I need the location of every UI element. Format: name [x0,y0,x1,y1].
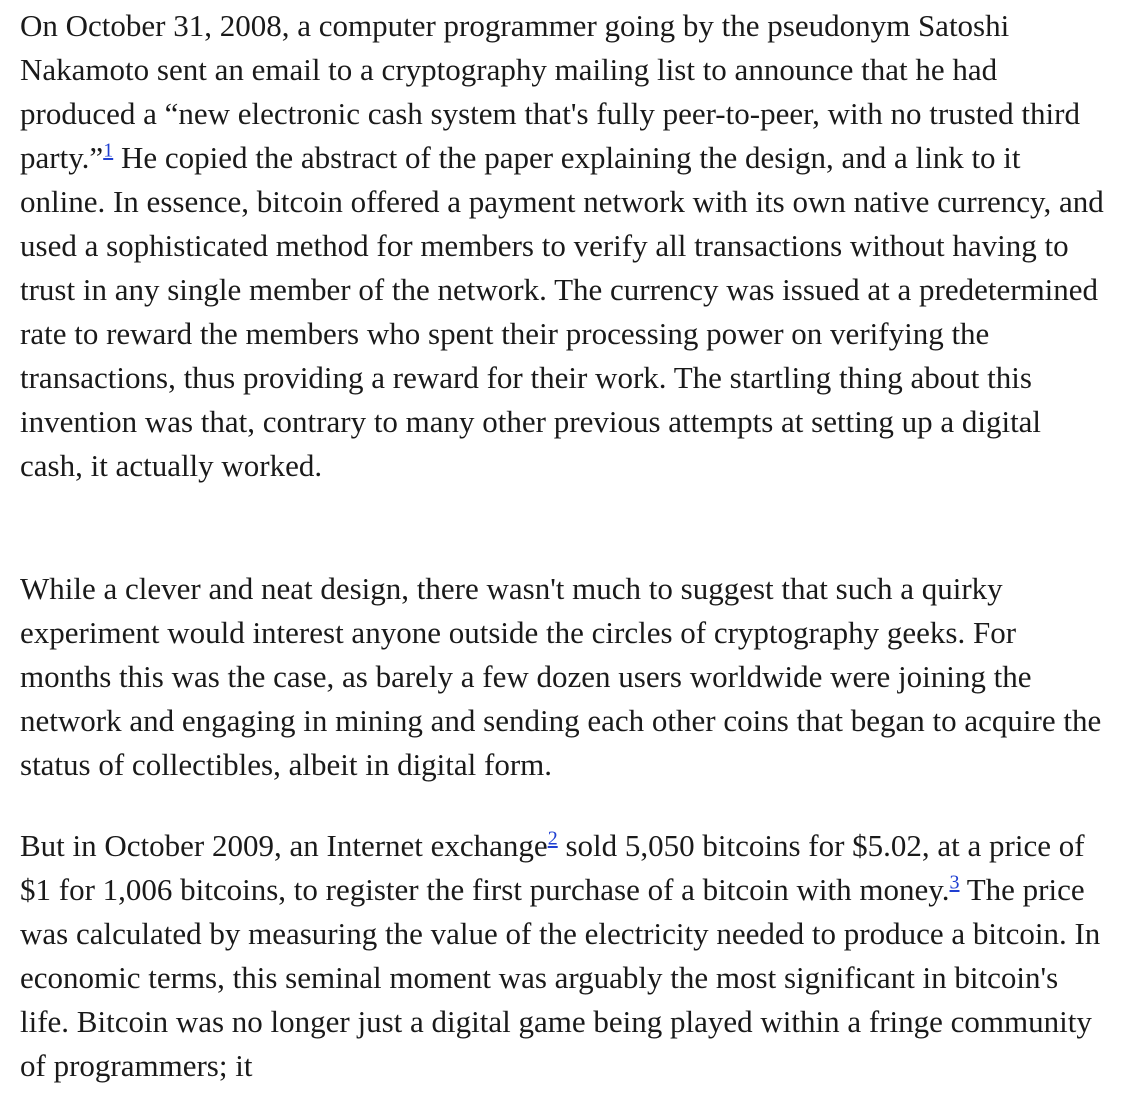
paragraph [20,4,1110,488]
footnote-link-3[interactable]: 3 [949,871,960,894]
footnote-link-1[interactable]: 1 [103,139,114,162]
paragraph-text: He copied the abstract of the paper explaining the design, and a link to it online. In essence, bitcoin offered a payment network with its own native currency, and used a sophisticated method for members to verify all transactions without having to trust in any single member of the network. The currency was issued at a predetermined rate to reward the members who spent their processing power on verifying the transactions, thus providing a reward for their work. The startling thing about this invention was that, contrary to many other previous attempts at setting up a digital cash, it actually worked. [20,140,1104,483]
paragraph [20,824,1110,1088]
paragraph-text: sold 5,050 bitcoins for $5.02, at a price of $1 for 1,006 bitcoins, to register the first purchase of a bitcoin with money. [20,828,1085,907]
paragraph-text: While a clever and neat design, there wasn't much to suggest that such a quirky experiment would interest anyone outside the circles of cryptography geeks. For months this was the case, as barely a few dozen users worldwide were joining the network and engaging in mining and sending each other coins that began to acquire the status of collectibles, albeit in digital form. [20,571,1102,782]
footnote-link-2[interactable]: 2 [547,827,558,850]
paragraph [20,567,1110,787]
paragraph-text: But in October 2009, an Internet exchange [20,828,548,863]
paragraph-text: The price was calculated by measuring the value of the electricity needed to produce a bitcoin. In economic terms, this seminal moment was arguably the most significant in bitcoin's life. Bitcoin was no longer just a digital game being played within a fringe community of programmers; it [20,872,1101,1083]
paragraph-text: On October 31, 2008, a computer programmer going by the pseudonym Satoshi Nakamoto sent an email to a cryptography mailing list to announce that he had produced a “new electronic cash system that's fully peer-to-peer, with no trusted third party.” [20,8,1080,175]
